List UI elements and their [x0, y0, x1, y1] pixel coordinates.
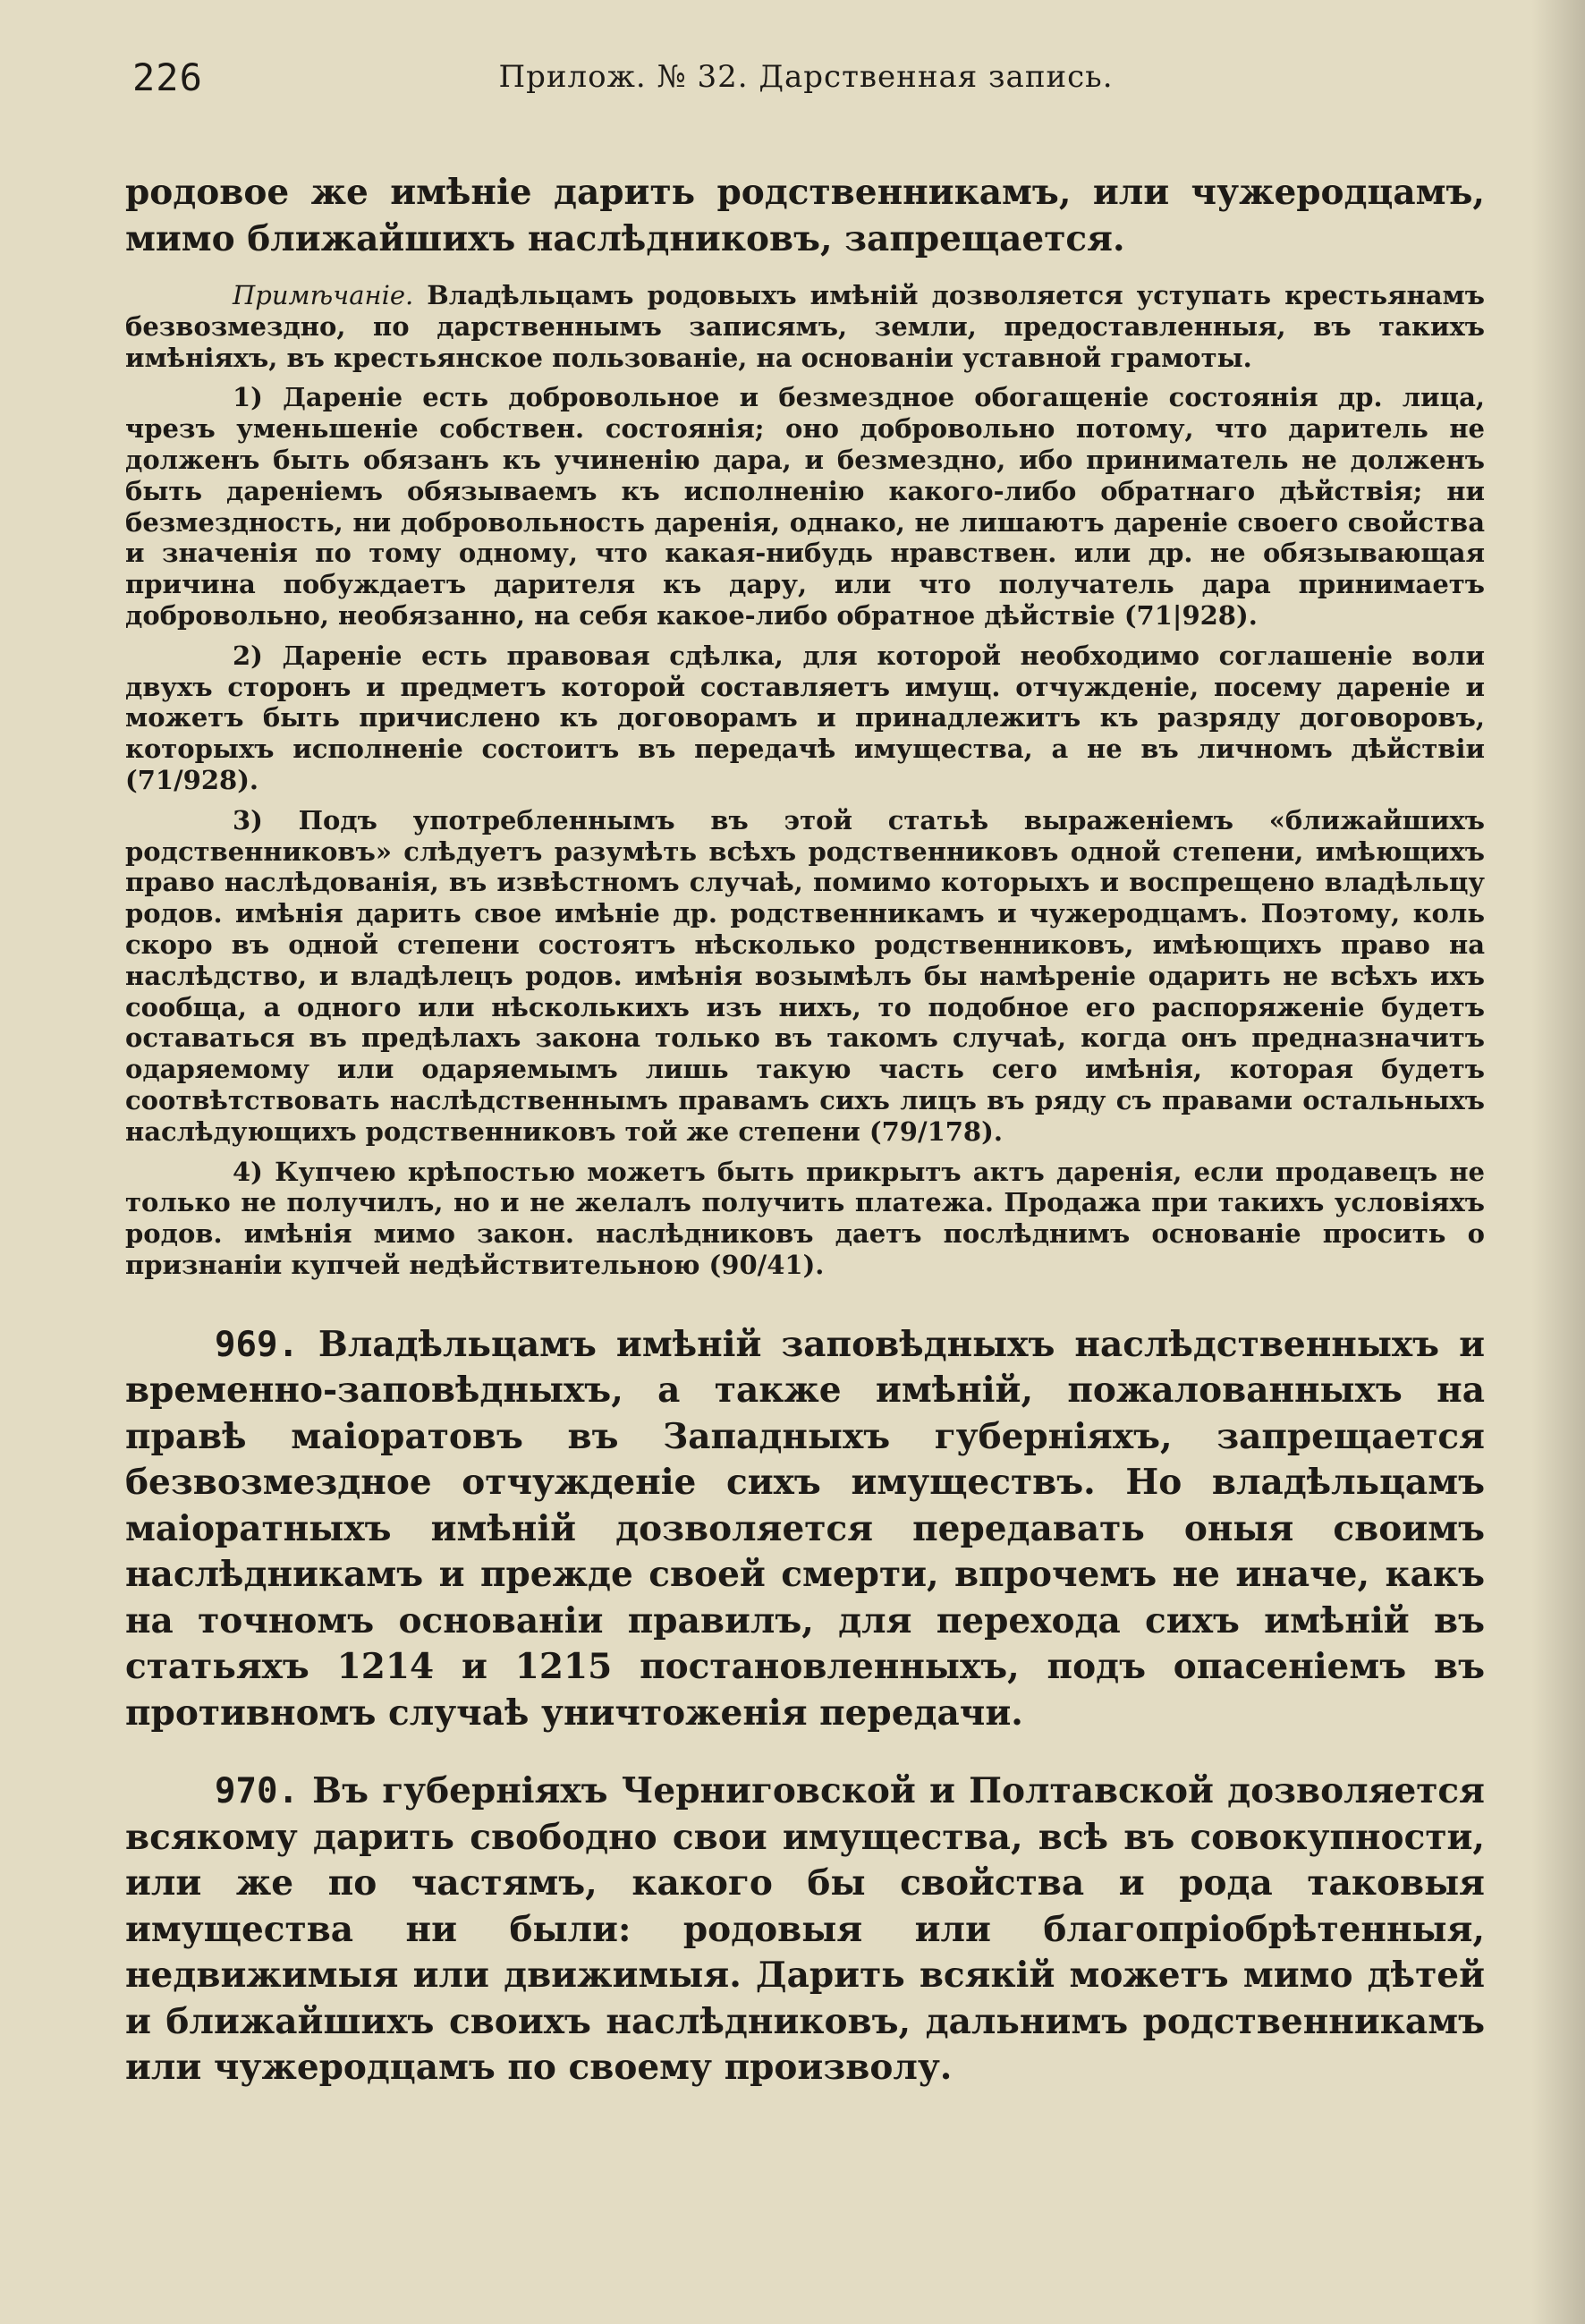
- note-text: Владѣльцамъ родовыхъ имѣній дозволяется уступать крестьянамъ безвозмездно, по дарственнымъ записямъ, земли, предоставленныя, въ такихъ имѣніяхъ, въ крестьянское пользованіе, на основаніи уставной грамоты.: [125, 280, 1485, 373]
- commentary-item-4: 4) Купчею крѣпостью можетъ быть прикрытъ актъ даренія, если продавецъ не только не получилъ, но и не желалъ получить платежа. Продажа при такихъ условіяхъ родов. имѣнія мимо закон. наслѣдниковъ даетъ послѣднимъ основаніе просить о признаніи купчей недѣйствительною (90/41).: [125, 1156, 1485, 1280]
- commentary-item-3: 3) Подъ употребленнымъ въ этой статьѣ выраженіемъ «ближайшихъ родственниковъ» слѣдуетъ разумѣть всѣхъ родственниковъ одной степени, имѣющихъ право наслѣдованія, въ извѣстномъ случаѣ, помимо которыхъ и воспрещено владѣльцу родов. имѣнія дарить свое имѣніе др. родственникамъ и чужеродцамъ. Поэтому, коль скоро въ одной степени состоятъ нѣсколько родственниковъ, имѣющихъ право на наслѣдство, и владѣлецъ родов. имѣнія возымѣлъ бы намѣреніе одарить не всѣхъ ихъ сообща, а одного или нѣсколькихъ изъ нихъ, то подобное его распоряженіе будетъ оставаться въ предѣлахъ закона только въ такомъ случаѣ, когда онъ предназначитъ одаряемому или одаряемымъ лишь такую часть сего имѣнія, которая будетъ соотвѣтствовать наслѣдственнымъ правамъ сихъ лицъ въ ряду съ правами остальныхъ наслѣдующихъ родственниковъ той же степени (79/178).: [125, 804, 1485, 1147]
- note-label: Примѣчаніе.: [233, 280, 414, 310]
- page-content: [125, 170, 1485, 2091]
- article-text: Владѣльцамъ имѣній заповѣдныхъ наслѣдственныхъ и временно-заповѣдныхъ, а также имѣній, пожалованныхъ на правѣ маіоратовъ въ Западныхъ губерніяхъ, запрещается безвозмездное отчужденіе сихъ имуществъ. Но владѣльцамъ маіоратныхъ имѣній дозволяется передавать оныя своимъ наслѣдникамъ и прежде своей смерти, впрочемъ не иначе, какъ на точномъ основаніи правилъ, для перехода сихъ имѣній въ статьяхъ 1214 и 1215 постановленныхъ, подъ опасеніемъ въ противномъ случаѣ уничтоженія передачи.: [125, 1323, 1485, 1734]
- note-paragraph: [125, 280, 1485, 373]
- page-edge-shadow: [1531, 0, 1585, 2324]
- article-970: [125, 1768, 1485, 2091]
- article-number: 969.: [215, 1324, 299, 1365]
- commentary-item-1: 1) Дареніе есть добровольное и безмездное обогащеніе состоянія др. лица, чрезъ уменьшеніе собствен. состоянія; оно добровольно потому, что даритель не долженъ быть обязанъ къ учиненію дара, и безмездно, ибо приниматель не долженъ быть дареніемъ обязываемъ къ исполненію какого-либо обратнаго дѣйствія; ни безмездность, ни добровольность даренія, однако, не лишаютъ дареніе своего свойства и значенія по тому одному, что какая-нибудь нравствен. или др. не обязывающая причина побуждаетъ дарителя къ дару, или что получатель дара принимаетъ добровольно, необязанно, на себя какое-либо обратное дѣйствіе (71|928).: [125, 382, 1485, 631]
- article-number: 970.: [215, 1771, 299, 1812]
- article-text: Въ губерніяхъ Черниговской и Полтавской дозволяется всякому дарить свободно свои имущества, всѣ въ совокупности, или же по частямъ, какого бы свойства и рода таковыя имущества ни были: родовыя или благопріобрѣтенныя, недвижимыя или движимыя. Дарить всякій можетъ мимо дѣтей и ближайшихъ своихъ наслѣдниковъ, дальнимъ родственникамъ или чужеродцамъ по своему произволу.: [125, 1770, 1485, 2089]
- commentary-item-2: 2) Дареніе есть правовая сдѣлка, для которой необходимо соглашеніе воли двухъ сторонъ и предметъ которой составляетъ имущ. отчужденіе, посему дареніе и можетъ быть причислено къ договорамъ и принадлежитъ къ разряду договоровъ, которыхъ исполненіе состоитъ въ передачѣ имущества, а не въ личномъ дѣйствіи (71/928).: [125, 640, 1485, 795]
- article-969: [125, 1322, 1485, 1737]
- intro-paragraph: родовое же имѣніе дарить родственникамъ, или чужеродцамъ, мимо ближайшихъ наслѣдниковъ, запрещается.: [125, 172, 1485, 259]
- page-header: [125, 55, 1487, 109]
- page-number: 226: [132, 55, 203, 99]
- running-title: Прилож. № 32. Дарственная запись.: [498, 59, 1114, 95]
